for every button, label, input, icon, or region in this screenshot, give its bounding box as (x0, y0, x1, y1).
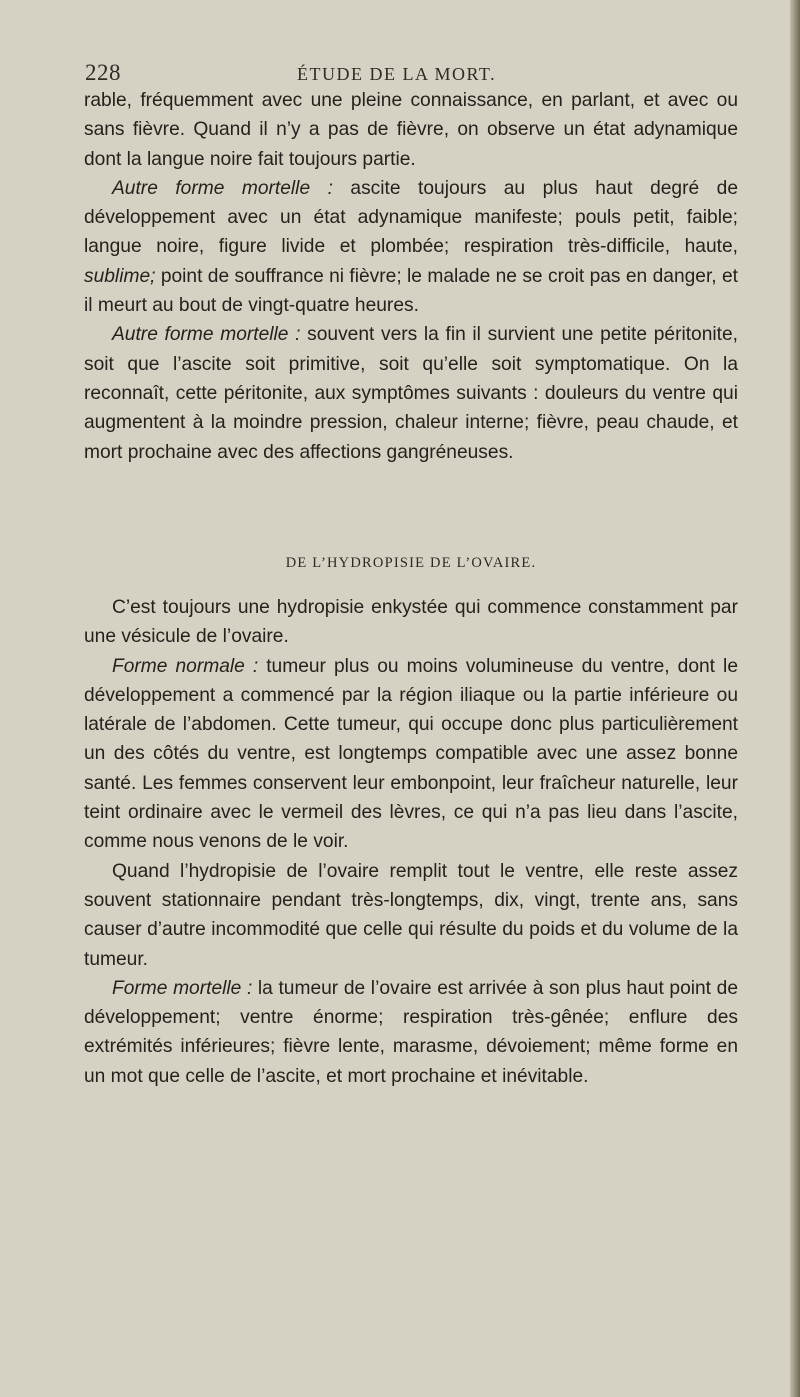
italic-label: Autre forme mortelle : (112, 177, 333, 199)
running-title: ÉTUDE DE LA MORT. (297, 64, 497, 84)
paragraph (84, 857, 738, 974)
italic-label: Forme mortelle : (112, 977, 253, 999)
page-edge-shadow (790, 0, 800, 1397)
paragraph (84, 974, 738, 1091)
paragraph-text: ascite toujours au plus haut degré de développement avec un état adynamique manifeste; pouls petit, faible; langue noire, figure livide et plombée; respiration très-difficile, haute, (84, 177, 738, 258)
paragraph-text: Quand l’hydropisie de l’ovaire remplit tout le ventre, elle reste assez souvent stationnaire pendant très-longtemps, dix, vingt, trente ans, sans causer d’autre incommodité que celle qui résulte du poids et du volume de la tumeur. (84, 860, 738, 970)
paragraph-text: la tumeur de l’ovaire est arrivée à son plus haut point de développement; ventre énorme; respiration très-gênée; enflure des extrémités inférieures; fièvre lente, marasme, dévoiement; même forme en un mot que celle de l’ascite, et mort prochaine et inévitable. (84, 977, 738, 1087)
paragraph (84, 86, 738, 174)
paragraph (84, 652, 738, 857)
paragraph (84, 593, 738, 652)
paragraph-text: rable, fréquemment avec une pleine connaissance, en parlant, et avec ou sans fièvre. Quand il n’y a pas de fièvre, on observe un état adynamique dont la langue noire fait toujours partie. (84, 90, 738, 170)
italic-word: sublime; (84, 265, 156, 287)
paragraph-text: tumeur plus ou moins volumineuse du ventre, dont le développement a commencé par la région iliaque ou la partie inférieure ou latérale de l’abdomen. Cette tumeur, qui occupe donc plus particulièrement un des côtés du ventre, est longtemps compatible avec une assez bonne santé. Les femmes conservent leur embonpoint, leur fraîcheur naturelle, leur teint ordinaire avec le vermeil des lèvres, ce qui n’a pas lieu dans l’ascite, comme nous venons de le voir. (84, 655, 738, 853)
text-block-ascite (84, 86, 738, 467)
text-block-ovaire (84, 593, 738, 1091)
italic-label: Forme normale : (112, 655, 259, 677)
paragraph (84, 174, 738, 320)
section-heading: DE L’HYDROPISIE DE L’OVAIRE. (285, 555, 537, 571)
italic-label: Autre forme mortelle : (112, 324, 301, 346)
paragraph-text: souvent vers la fin il survient une petite péritonite, soit que l’ascite soit primitive, soit qu’elle soit symptomatique. On la reconnaît, cette péritonite, aux symptômes suivants : douleurs du ventre qui augmentent à la moindre pression, chaleur interne; fièvre, peau chaude, et mort prochaine avec des affections gangréneuses. (84, 324, 738, 463)
paragraph-text: C’est toujours une hydropisie enkystée qui commence constamment par une vésicule de l’ovaire. (84, 597, 738, 648)
paragraph (84, 320, 738, 466)
paragraph-text: point de souffrance ni fièvre; le malade ne se croit pas en danger, et il meurt au bout de vingt-quatre heures. (84, 265, 738, 317)
page-number: 228 (85, 60, 121, 85)
